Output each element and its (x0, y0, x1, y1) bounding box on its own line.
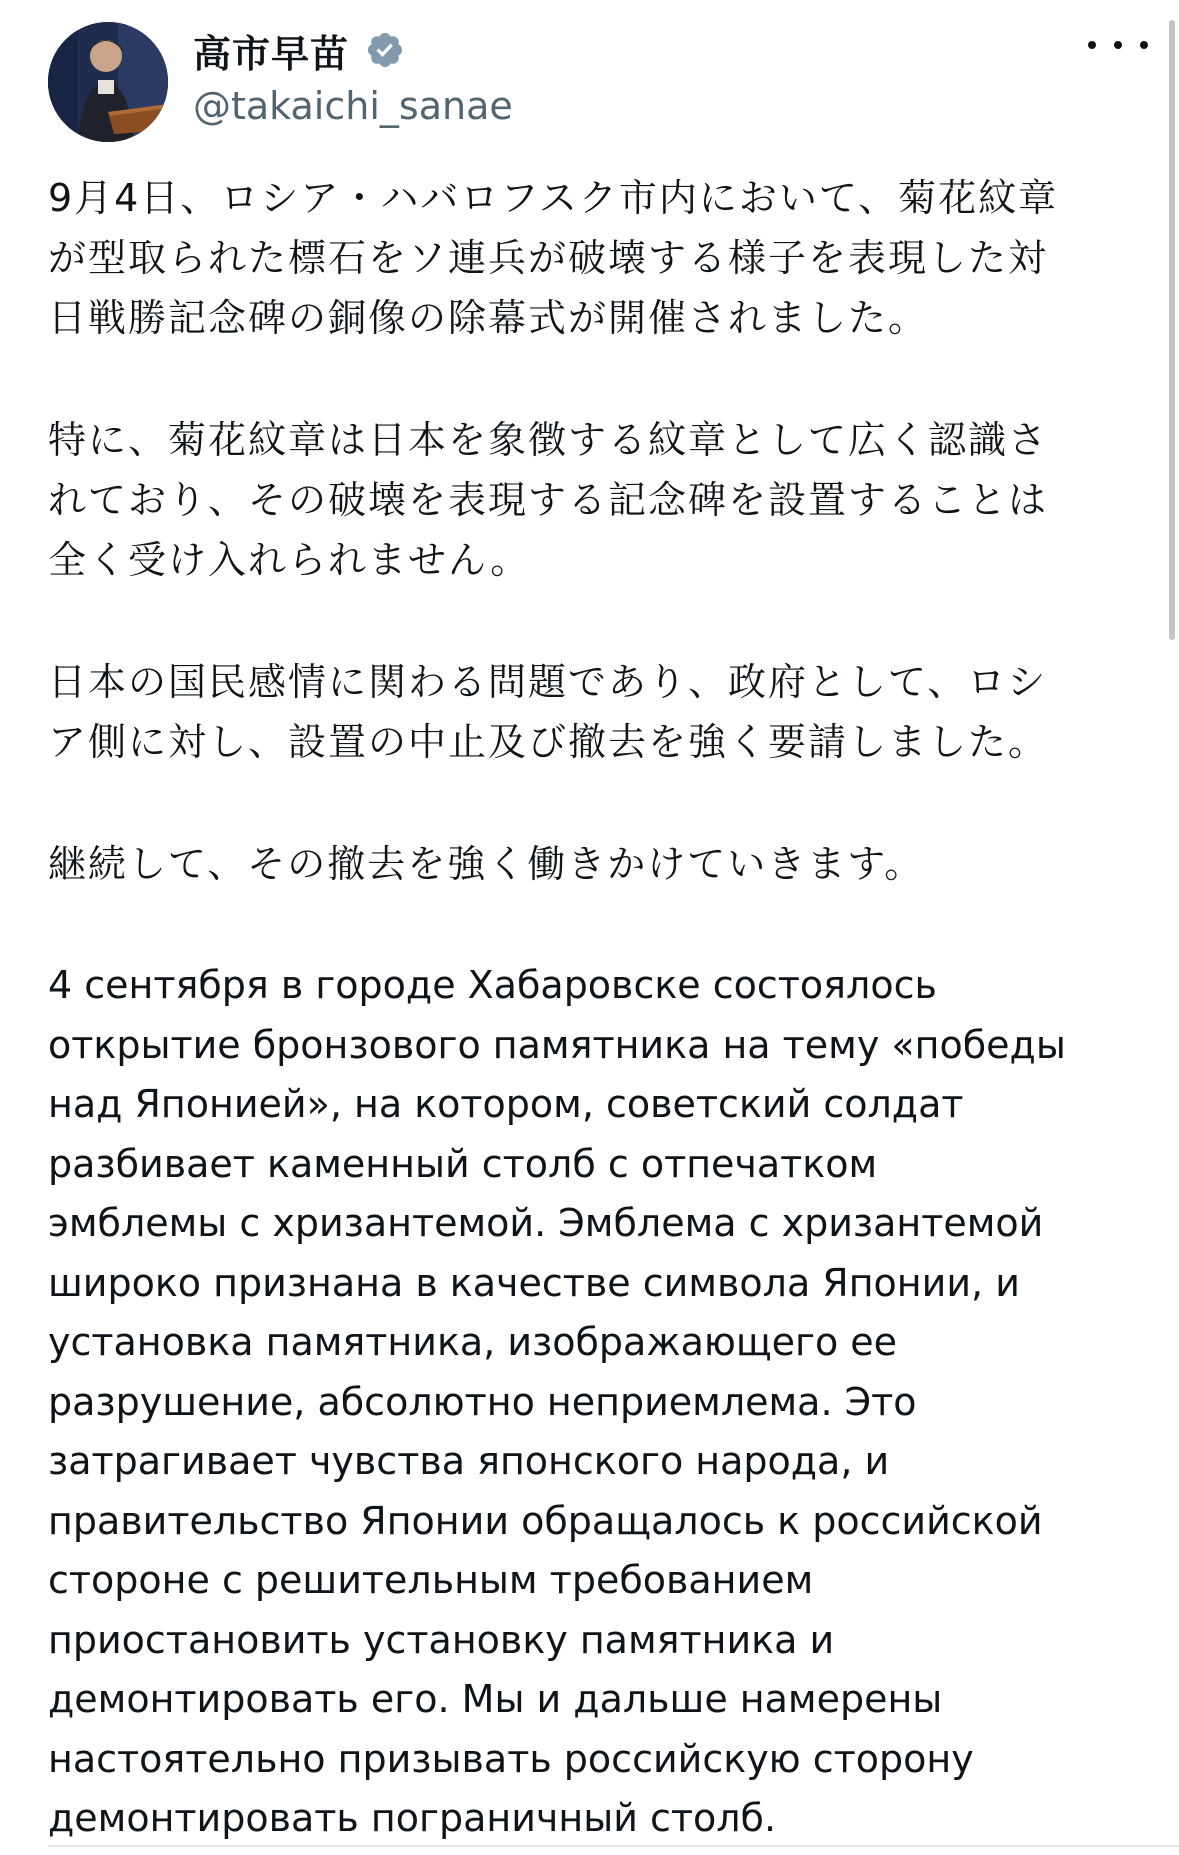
scrollbar-thumb[interactable] (1169, 20, 1175, 640)
more-dot (1114, 41, 1122, 49)
user-handle[interactable]: @takaichi_sanae (193, 84, 513, 128)
tweet-body (48, 168, 1138, 1849)
tweet-paragraph-jp-1: 9月4日、ロシア・ハバロフスク市内において、菊花紋章 が型取られた標石をソ連兵が破壊する様子を表現した対 日戦勝記念碑の銅像の除幕式が開催されました。 (48, 176, 1059, 340)
tweet-paragraph-jp-3: 日本の国民感情に関わる問題であり、政府として、ロシ ア側に対し、設置の中止及び撤去を強く要請しました。 (48, 660, 1049, 764)
tweet-paragraph-jp-2: 特に、菊花紋章は日本を象徴する紋章として広く認識さ れており、その破壊を表現する記念碑を設置することは 全く受け入れられません。 (48, 418, 1049, 582)
tweet-header (48, 22, 1148, 132)
more-dot (1088, 41, 1096, 49)
more-dot (1140, 41, 1148, 49)
divider (48, 1845, 1179, 1847)
display-name-row (193, 22, 405, 78)
tweet-paragraph-ru: 4 сентября в городе Хабаровске состоялось открытие бронзового памятника на тему «победы над Японией», на котором, советский солдат разбивает каменный столб с отпечатком эмблемы с хризантемой. Эмблема с хризантемой широко признана в качестве символа Японии, и установка памятника, изображающего ее разрушение, абсолютно неприемлема. Это затрагивает чувства японского народа, и правительство Японии обращалось к российской стороне с решительным требованием приостановить установку памятника и демонтировать его. Мы и дальше намерены настоятельно призывать российскую сторону демонтировать пограничный столб. (48, 963, 1066, 1840)
verified-badge-icon (365, 30, 405, 70)
tweet-paragraph-jp-4: 継続して、その撤去を強く働きかけていきます。 (48, 842, 925, 886)
more-options-icon[interactable] (1088, 30, 1148, 60)
avatar[interactable] (48, 22, 168, 142)
display-name[interactable]: 高市早苗 (193, 31, 350, 76)
avatar-photo (48, 22, 168, 142)
